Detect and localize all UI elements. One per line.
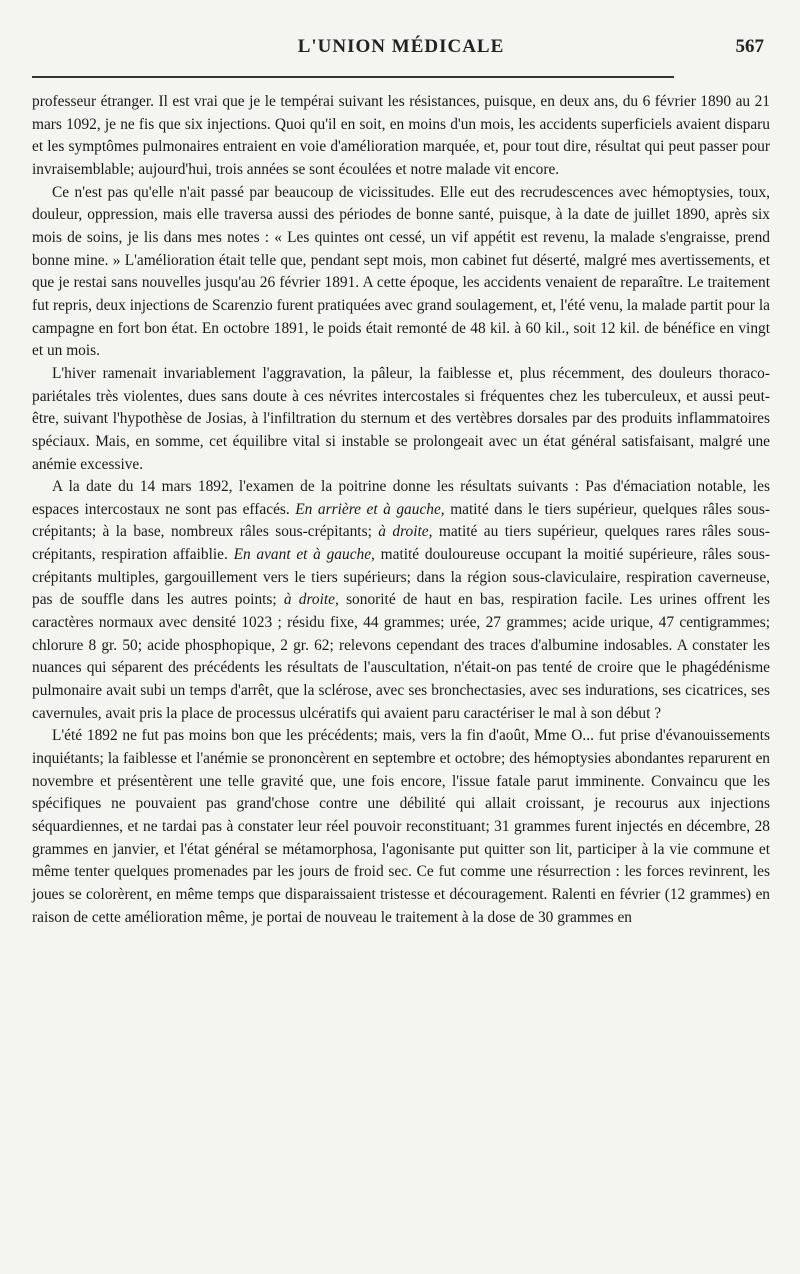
italic-text: à droite, xyxy=(378,523,433,541)
paragraph-text: L'été 1892 ne fut pas moins bon que les précédents; mais, vers la fin d'août, Mme O... fut prise d'évanouissements inquiétants; la faiblesse et l'anémie se prononcèrent en septembre et octobre; des hémoptysies abondantes reparurent en novembre et présentèrent une telle gravité que, une fois encore, l'issue fatale parut imminente. Convaincu que les spécifiques ne pouvaient pas grand'chose contre une débilité qui allait croissant, je recourus aux injections séquardiennes, et ne tardai pas à constater leur réel pouvoir reconstituant; 31 grammes furent injectés en décembre, 28 grammes en janvier, et l'état général se métamorphosa, l'agonisante put quitter son lit, participer à la vie commune et même tenter quelques promenades par les jours de froid sec. Ce fut comme une résurrection : les forces revinrent, les joues se colorèrent, en même temps que disparaissaient tristesse et découragement. Ralenti en février (12 grammes) en raison de cette amélioration même, je portai de nouveau le traitement à la dose de 30 grammes en xyxy=(32,727,770,926)
paragraph-text: L'hiver ramenait invariablement l'aggravation, la pâleur, la faiblesse et, plus récemment, des douleurs thoraco-pariétales très violentes, dues sans doute à ces névrites intercostales si fréquentes chez les tuberculeux, et aussi peut-être, suivant l'hypothèse de Josias, à l'infiltration du sternum et des vertèbres dorsales par des produits inflammatoires spéciaux. Mais, en somme, cet équilibre vital si instable se prolongeait avec un état général satisfaisant, malgré une anémie excessive. xyxy=(32,364,770,473)
paragraph-text: sonorité de haut en bas, respiration facile. Les urines offrent les caractères normaux avec densité 1023 ; résidu fixe, 44 grammes; urée, 27 grammes; acide urique, 47 centigrammes; chlorure 8 gr. 50; acide phosphopique, 2 gr. 62; relevons cependant des traces d'albumine indosables. A constater les nuances qui séparent des précédents les résultats de l'auscultation, n'était-on pas tenté de croire que le phagédénisme pulmonaire avait subi un temps d'arrêt, que la sclérose, avec ses bronchectasies, avec ses indurations, ses cicatrices, ses cavernules, avait pris la place de processus ulcératifs qui avaient paru caractériser le mal à son début ? xyxy=(32,591,770,722)
paragraph-text: matité dans le tiers supérieur, quelques râles sous-crépitants; à la base, nombreux râles sous-crépitants; xyxy=(32,500,770,541)
article-body xyxy=(32,91,770,929)
paragraph xyxy=(32,476,770,725)
paragraph xyxy=(32,91,770,182)
paragraph-text: matité au tiers supérieur, quelques rares râles sous-crépitants, respiration affaiblie. xyxy=(32,523,770,564)
paragraph-text: matité douloureuse occupant la moitié supérieure, râles sous-crépitants multiples, gargouillement vers le tiers supérieurs; dans la région sous-claviculaire, respiration caverneuse, pas de souffle dans les autres points; xyxy=(32,546,771,609)
italic-text: En arrière et à gauche, xyxy=(295,500,445,518)
paragraph-text: A la date du 14 mars 1892, l'examen de la poitrine donne les résultats suivants : Pas d'émaciation notable, les espaces intercostaux ne sont pas effacés. xyxy=(32,478,770,518)
header-rule xyxy=(32,76,674,78)
paragraph-text: Ce n'est pas qu'elle n'ait passé par beaucoup de vicissitudes. Elle eut des recrudescences avec hémoptysies, toux, douleur, oppression, mais elle traversa aussi des périodes de bonne santé, puisque, à la date de juillet 1890, après six mois de soins, je lis dans mes notes : « Les quintes ont cessé, un vif appétit est revenu, la malade s'engraisse, prend bonne mine. » L'amélioration était telle que, pendant sept mois, mon cabinet fut déserté, malgré mes avertissements, et que je restai sans nouvelles jusqu'au 26 février 1891. A cette époque, les accidents venaient de reparaître. Le traitement fut repris, deux injections de Scarenzio furent pratiquées avec grand soulagement, et, l'été venu, la malade partit pour la campagne en fort bon état. En octobre 1891, le poids était remonté de 48 kil. à 60 kil., soit 12 kil. de bénéfice en vingt et un mois. xyxy=(32,183,770,360)
page-number: 567 xyxy=(735,36,764,57)
paragraph xyxy=(32,725,770,929)
italic-text: à droite, xyxy=(283,591,339,609)
italic-text: En avant et à gauche, xyxy=(233,546,375,564)
page-header xyxy=(32,36,770,62)
paragraph xyxy=(32,363,770,476)
paragraph-text: professeur étranger. Il est vrai que je le tempérai suivant les résistances, puisque, en deux ans, du 6 février 1890 au 21 mars 1092, je ne fis que six injections. Quoi qu'il en soit, en moins d'un mois, les accidents superficiels avaient disparu et les symptômes pulmonaires entraient en voie d'amélioration marquée, et, pour tout dire, résultat qui peut passer pour invraisemblable; aujourd'hui, trois années se sont écoulées et notre malade vit encore. xyxy=(32,93,770,178)
running-title: L'UNION MÉDICALE xyxy=(297,36,505,57)
paragraph xyxy=(32,182,770,363)
